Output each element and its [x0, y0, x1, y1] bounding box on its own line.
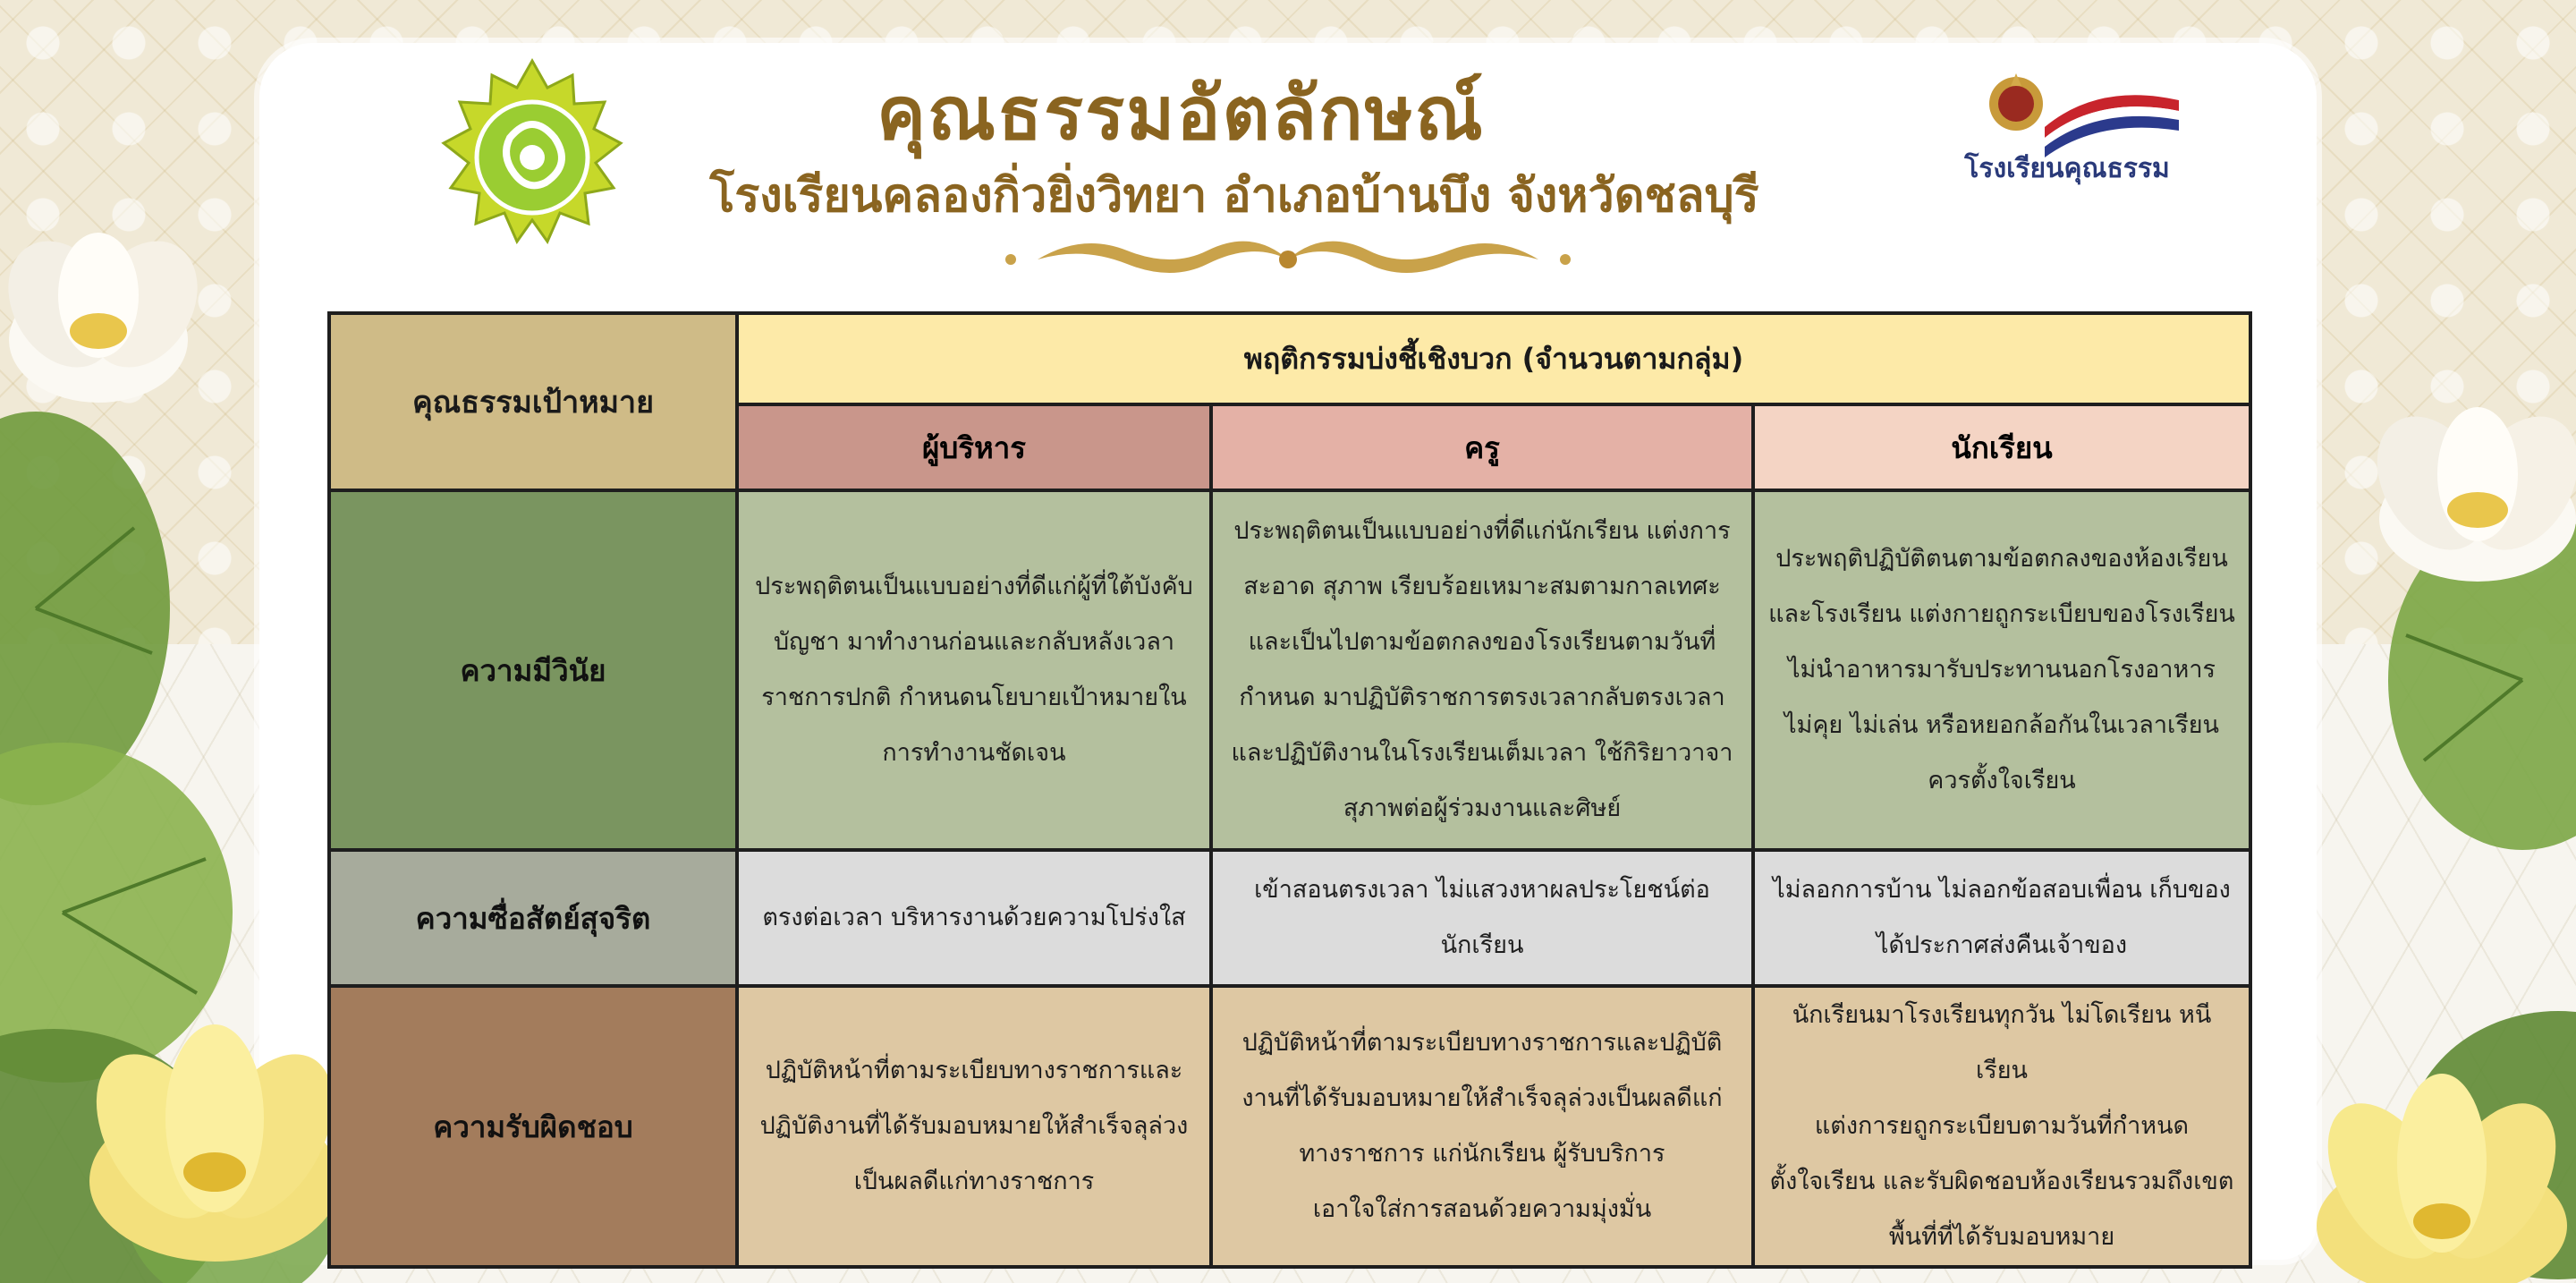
executive-cell: [737, 850, 1211, 986]
student-cell: [1753, 490, 2250, 850]
page-title: คุณธรรมอัตลักษณ์: [877, 71, 1485, 157]
ornament-divider-icon: [984, 224, 1592, 295]
teacher-cell: [1211, 986, 1753, 1267]
cell-text: นักเรียนมาโรงเรียนทุกวัน ไม่โดเรียน หนีเรียน แต่งการยถูกระเบียบตามวันที่กำหนด ตั้งใจเรียน และรับผิดชอบห้องเรียนรวมถึงเขต พื้นที่ที่ได้รับมอบหมาย: [1769, 1001, 2234, 1251]
virtue-honesty: ความซื่อสัตย์สุจริต: [329, 850, 737, 986]
student-cell: [1753, 986, 2250, 1267]
cell-text: ปฏิบัติหน้าที่ตามระเบียบทางราชการและปฏิบัติ งานที่ได้รับมอบหมายให้สำเร็จลุล่วงเป็นผลดีแก่ ทางราชการ แก่นักเรียน ผู้รับบริการ เอาใจใส่การสอนด้วยความมุ่งมั่น: [1241, 1029, 1723, 1223]
student-cell: [1753, 850, 2250, 986]
cell-text: ประพฤติตนเป็นแบบอย่างที่ดีแก่ผู้ที่ใต้บังคับ บัญชา มาทำงานก่อนและกลับหลังเวลา ราชการปกติ กำหนดนโยบายเป้าหมายใน การทำงานชัดเจน: [755, 573, 1193, 767]
cell-text: ปฏิบัติหน้าที่ตามระเบียบทางราชการและ ปฏิบัติงานที่ได้รับมอบหมายให้สำเร็จลุล่วง เป็นผลดีแก่ทางราชการ: [759, 1057, 1189, 1195]
virtue-discipline: ความมีวินัย: [329, 490, 737, 850]
teacher-cell: [1211, 490, 1753, 850]
virtue-table: [327, 311, 2252, 1269]
virtue-responsibility: ความรับผิดชอบ: [329, 986, 737, 1267]
table-row: [329, 850, 2250, 986]
cell-text: ตรงต่อเวลา บริหารงานด้วยความโปร่งใส: [762, 904, 1186, 931]
table-row: [329, 490, 2250, 850]
executive-cell: [737, 490, 1211, 850]
table-header-row: [329, 313, 2250, 404]
lotus-flower-icon: [2290, 1056, 2576, 1283]
lotus-flower-icon: [2343, 394, 2576, 599]
executive-column-header: ผู้บริหาร: [737, 404, 1211, 490]
cell-text: ไม่ลอกการบ้าน ไม่ลอกข้อสอบเพื่อน เก็บของ ได้ประกาศส่งคืนเจ้าของ: [1773, 876, 2231, 959]
target-virtue-header: คุณธรรมเป้าหมาย: [329, 313, 737, 490]
positive-behavior-header: พฤติกรรมบ่งชี้เชิงบวก (จำนวนตามกลุ่ม): [737, 313, 2250, 404]
cell-text: ประพฤติตนเป็นแบบอย่างที่ดีแก่นักเรียน แต่งการ สะอาด สุภาพ เรียบร้อยเหมาะสมตามกาลเทศะ และเป็นไปตามข้อตกลงของโรงเรียนตามวันที่ กำหนด มาปฏิบัติราชการตรงเวลากลับตรงเวลา และปฏิบัติงานในโรงเรียนเต็มเวลา ใช้กิริยาวาจา สุภาพต่อผู้ร่วมงานและศิษย์: [1231, 517, 1733, 822]
student-column-header: นักเรียน: [1753, 404, 2250, 490]
lotus-flower-icon: [0, 224, 224, 429]
page-subtitle: โรงเรียนคลองกิ่วยิ่งวิทยา อำเภอบ้านบึง จังหวัดชลบุรี: [709, 168, 1759, 223]
executive-cell: [737, 986, 1211, 1267]
table-row: [329, 986, 2250, 1267]
teacher-column-header: ครู: [1211, 404, 1753, 490]
teacher-cell: [1211, 850, 1753, 986]
right-logo-text: โรงเรียนคุณธรรม: [1964, 153, 2170, 184]
cell-text: ประพฤติปฏิบัติตนตามข้อตกลงของห้องเรียน และโรงเรียน แต่งกายถูกระเบียบของโรงเรียน ไม่นำอาหารมารับประทานนอกโรงอาหาร ไม่คุย ไม่เล่น หรือหยอกล้อกันในเวลาเรียน ควรตั้งใจเรียน: [1768, 545, 2235, 794]
lotus-flower-icon: [72, 984, 358, 1283]
cell-text: เข้าสอนตรงเวลา ไม่แสวงหาผลประโยชน์ต่อ นักเรียน: [1254, 876, 1710, 959]
